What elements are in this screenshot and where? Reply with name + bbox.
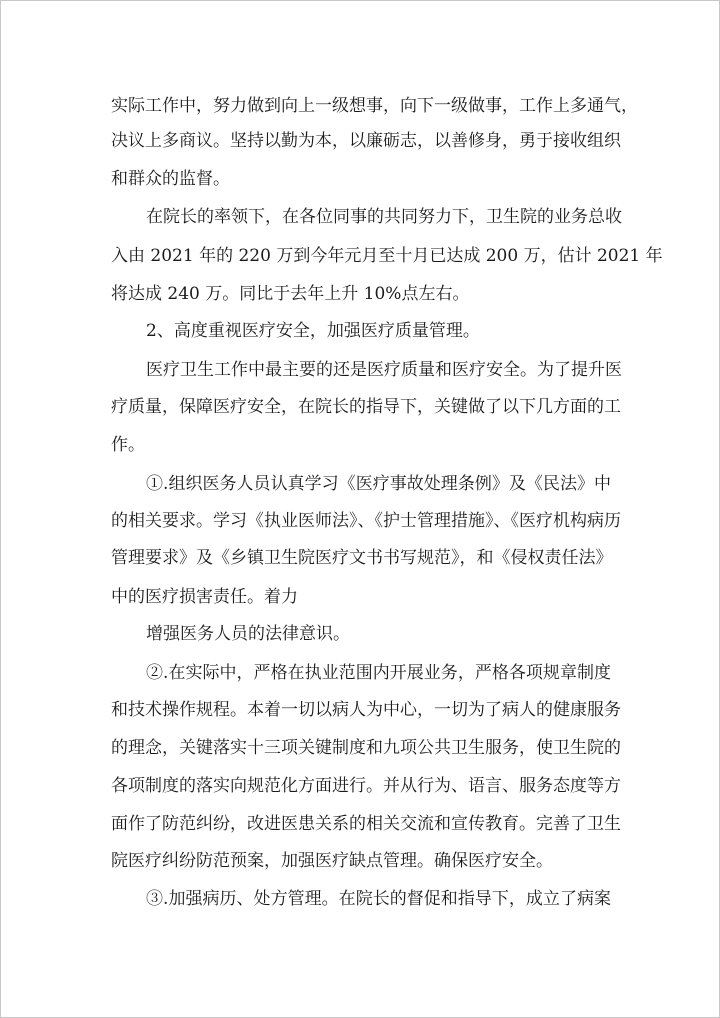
list-item-first-line: ③.加强病历、处方管理。在院长的督促和指导下，成立了病案 bbox=[146, 889, 611, 909]
text-line: 的相关要求。学习《执业医师法》、《护士管理措施》、《医疗机构病历 bbox=[111, 511, 621, 531]
text-line: 和群众的监督。 bbox=[111, 169, 230, 189]
text-line: 各项制度的落实向规范化方面进行。并从行为、语言、服务态度等方 bbox=[111, 776, 621, 796]
text-line: 面作了防范纠纷，改进医患关系的相关交流和宣传教育。完善了卫生 bbox=[111, 814, 621, 834]
text-line: 将达成 240 万。同比于去年上升 10%点左右。 bbox=[111, 284, 470, 304]
text-line: 实际工作中，努力做到向上一级想事，向下一级做事，工作上多通气， bbox=[111, 96, 638, 116]
text-line: 疗质量，保障医疗安全，在院长的指导下，关键做了以下几方面的工 bbox=[111, 397, 621, 417]
text-line: 增强医务人员的法律意识。 bbox=[146, 624, 350, 644]
text-line: 和技术操作规程。本着一切以病人为中心，一切为了病人的健康服务 bbox=[111, 700, 621, 720]
list-item-first-line: ②.在实际中，严格在执业范围内开展业务，严格各项规章制度 bbox=[146, 663, 611, 683]
text-line: 的理念，关键落实十三项关键制度和九项公共卫生服务，使卫生院的 bbox=[111, 738, 621, 758]
text-line: 入由 2021 年的 220 万到今年元月至十月已达成 200 万，估计 2021 年 bbox=[111, 246, 663, 266]
text-line: 中的医疗损害责任。着力 bbox=[111, 587, 298, 607]
text-line: 决议上多商议。坚持以勤为本，以廉砺志，以善修身，勇于接收组织 bbox=[111, 131, 621, 151]
paragraph-first-line: 医疗卫生工作中最主要的还是医疗质量和医疗安全。为了提升医 bbox=[146, 360, 622, 380]
section-heading: 2、高度重视医疗安全，加强医疗质量管理。 bbox=[146, 321, 480, 341]
text-line: 作。 bbox=[111, 435, 145, 455]
list-item-first-line: ①.组织医务人员认真学习《医疗事故处理条例》及《民法》中 bbox=[146, 474, 611, 494]
text-line: 管理要求》及《乡镇卫生院医疗文书书写规范》，和《侵权责任法》 bbox=[111, 548, 613, 568]
text-line: 院医疗纠纷防范预案，加强医疗缺点管理。确保医疗安全。 bbox=[111, 851, 553, 871]
paragraph-first-line: 在院长的率领下，在各位同事的共同努力下，卫生院的业务总收 bbox=[146, 207, 622, 227]
